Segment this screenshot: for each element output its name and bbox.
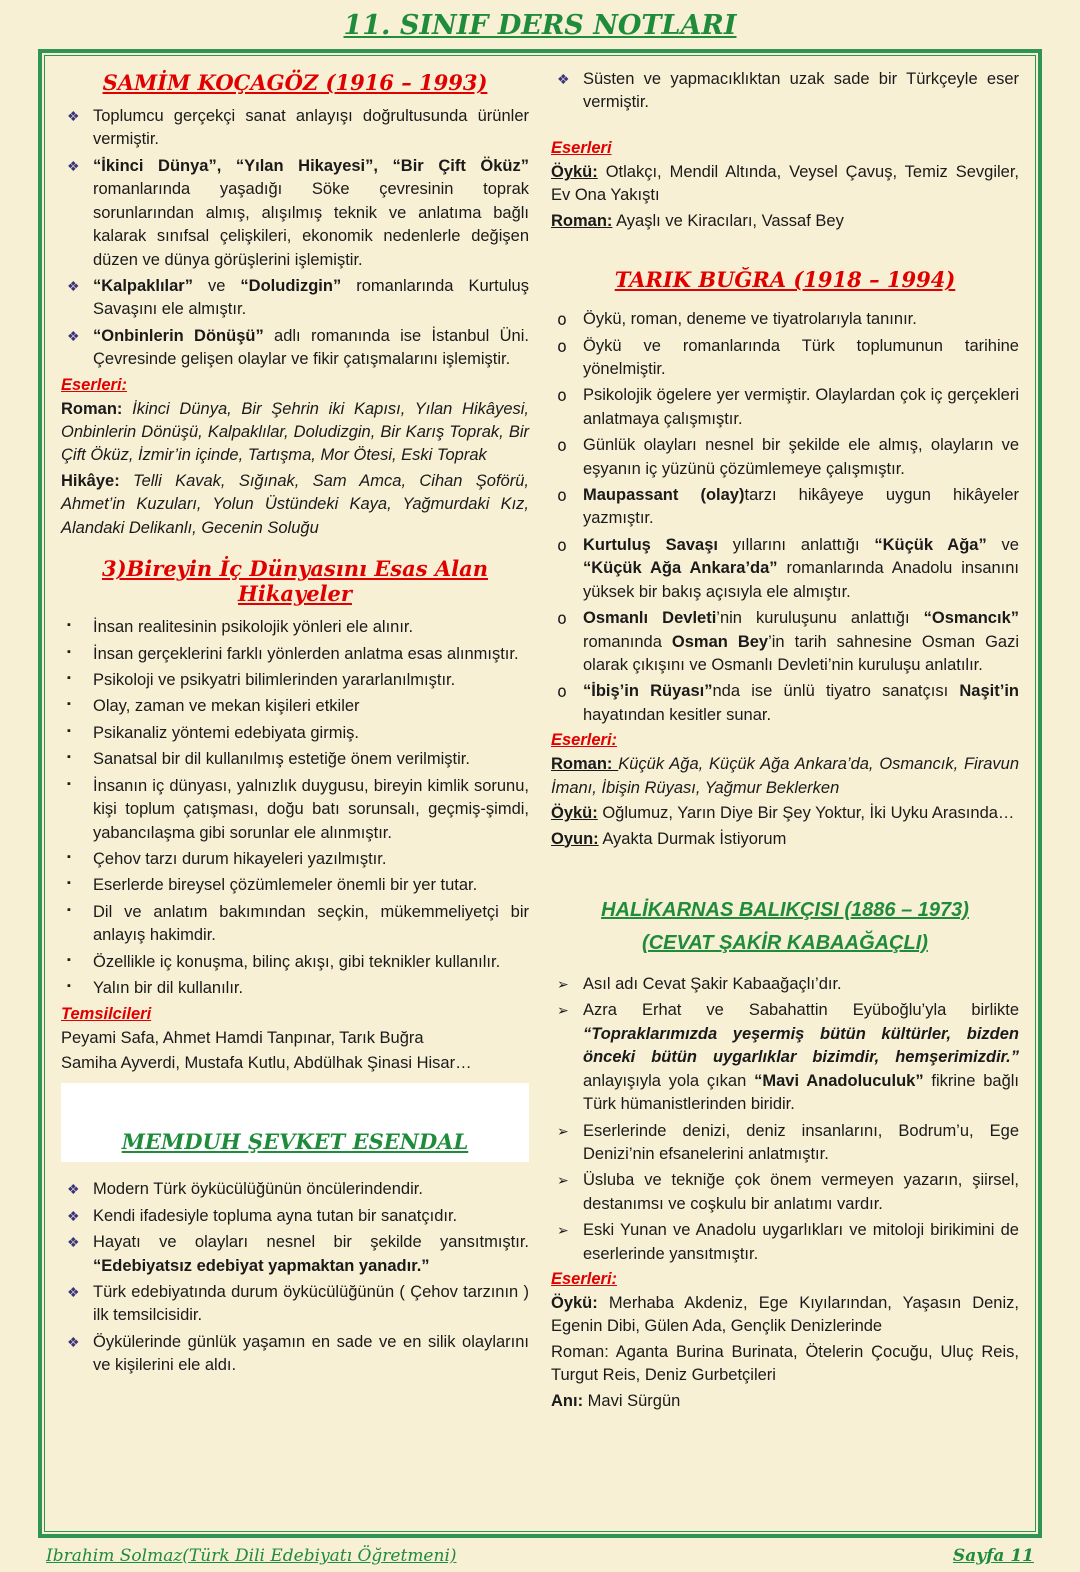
list-item-text: Günlük olayları nesnel bir şekilde ele almış, olayların ve eşyanın iç yüzünü çözümlemeye çalışmıştır.	[583, 436, 1019, 478]
arrow-bullet-icon: ➢	[557, 1222, 569, 1239]
list-item	[61, 155, 529, 272]
spacer	[551, 853, 1019, 897]
list-item-text: Sanatsal bir dil kullanılmış estetiğe önem verilmiştir.	[93, 750, 470, 769]
list-item-text: Öykülerinde günlük yaşamın en sade ve en silik olaylarını ve kişilerini ele aldı.	[93, 1332, 529, 1375]
text-segment: fikrine bağlı Türk hümanistlerinden biridir.	[583, 1071, 1019, 1114]
o-bullet-icon: o	[557, 386, 567, 406]
text-segment: Hikâye:	[61, 471, 134, 490]
list-item	[61, 848, 529, 871]
page-title: 11. SINIF DERS NOTLARI	[343, 10, 737, 41]
section-label: Temsilcileri	[61, 1004, 152, 1023]
o-bullet-icon: o	[557, 310, 567, 330]
list-item-text: Türk edebiyatında durum öykücülüğünün ( Çehov tarzının ) ilk temsilcisidir.	[93, 1283, 529, 1325]
paragraph	[551, 1292, 1019, 1339]
text-segment: Azra Erhat ve Sabahattin Eyüboğlu’yla birlikte	[583, 1001, 1019, 1020]
list-item-text: Dil ve anlatım bakımından seçkin, mükemmeliyetçi bir anlayış hakimdir.	[93, 902, 529, 945]
text-segment: yıllarını anlattığı	[717, 535, 875, 554]
text-segment: “Edebiyatsız edebiyat yapmaktan yanadır.”	[93, 1256, 430, 1275]
list-item-text: İnsan realitesinin psikolojik yönleri ele alınır.	[93, 618, 414, 637]
o-bullet-icon: o	[557, 336, 567, 356]
text-segment: “Küçük Ağa”	[874, 535, 987, 554]
text-segment: Oğlumuz, Yarın Diye Bir Şey Yoktur, İki Uyku Arasında…	[597, 804, 1015, 823]
list-item-text: İnsan gerçeklerini farklı yönlerden anlatma esas alınmıştır.	[93, 644, 519, 663]
o-bullet-icon: o	[557, 436, 567, 456]
text-segment: “Topraklarımızda yeşermiş bütün kültürler, bizden önceki bütün uygarlıklar bizimdir, hemşerimizdir.”	[583, 1024, 1019, 1067]
text-segment: ’nin kuruluşunu anlattığı	[716, 609, 924, 628]
text-segment: “İkinci Dünya”, “Yılan Hikayesi”, “Bir Çift Öküz”	[93, 156, 529, 175]
page-border-frame	[38, 49, 1042, 1538]
paragraph	[551, 802, 1019, 825]
list-item-text	[583, 999, 1019, 1116]
paragraph	[551, 161, 1019, 208]
paragraph	[551, 753, 1019, 800]
list-item	[551, 1169, 1019, 1216]
text-segment: Osman Bey	[671, 632, 769, 651]
text-segment: Roman: Aganta Burina Burinata, Ötelerin Çocuğu, Uluç Reis, Turgut Reis, Deniz Gurbetçileri	[551, 1342, 1019, 1385]
diamond-bullet-icon: ❖	[67, 277, 80, 294]
text-segment: Peyami Safa, Ahmet Hamdi Tanpınar, Tarık Buğra	[61, 1028, 424, 1047]
list-item	[551, 973, 1019, 996]
white-box	[61, 1083, 529, 1162]
list-item-text: Yalın bir dil kullanılır.	[93, 979, 244, 998]
square-bullet-icon: ▪	[67, 877, 71, 890]
square-bullet-icon: ▪	[67, 903, 71, 916]
list-item-text: Psikolojik ögelere yer vermiştir. Olaylardan çok iç gerçekleri anlatmaya çalışmıştır.	[583, 386, 1019, 428]
text-segment: Maupassant (olay)	[583, 486, 745, 505]
text-segment: ve	[192, 276, 241, 295]
spacer	[551, 235, 1019, 265]
text-segment: nda ise ünlü tiyatro sanatçısı	[712, 682, 960, 701]
section-label: Eserleri:	[551, 731, 618, 750]
text-segment: “Onbinlerin Dönüşü”	[93, 326, 264, 345]
list-item-text	[93, 1231, 529, 1278]
diamond-bullet-icon: ❖	[67, 108, 80, 124]
text-segment: Ayakta Durmak İstiyorum	[598, 829, 787, 848]
text-segment: romanlarında Anadolu insanını yüksek bir bakış açısıyla ele almıştır.	[583, 559, 1020, 601]
list-item	[61, 874, 529, 897]
square-bullet-icon: ▪	[67, 645, 71, 658]
text-segment: Öykü:	[551, 804, 598, 823]
text-segment: Roman:	[61, 399, 133, 418]
text-segment: Mavi Sürgün	[587, 1391, 681, 1410]
page-footer	[38, 1538, 1042, 1566]
text-segment: anlayışıyla yola çıkan	[583, 1071, 755, 1090]
text-segment: Roman:	[551, 755, 619, 774]
list-item	[551, 335, 1019, 382]
text-segment: hayatından kesitler sunar.	[583, 705, 772, 724]
list-item	[61, 643, 529, 666]
section-label: Eserleri:	[551, 1270, 618, 1289]
diamond-bullet-icon: ❖	[67, 157, 80, 174]
list-item-text	[583, 607, 1019, 677]
list-item	[551, 607, 1019, 677]
bullet-list	[551, 308, 1019, 727]
square-bullet-icon: ▪	[67, 777, 71, 790]
square-bullet-icon: ▪	[67, 751, 71, 764]
list-item	[551, 534, 1019, 604]
text-segment: adlı romanında ise İstanbul Üni. Çevresinde gelişen olaylar ve fikir çatışmalarını işlemiştir.	[93, 326, 529, 369]
text-segment: Anı:	[551, 1391, 588, 1410]
square-bullet-icon: ▪	[67, 953, 71, 966]
list-item-text	[583, 484, 1019, 531]
left-column	[61, 68, 529, 1519]
square-bullet-icon: ▪	[67, 619, 71, 632]
section-heading: (CEVAT ŞAKİR KABAAĞAÇLI)	[642, 931, 928, 954]
page-border-inner	[44, 55, 1036, 1532]
spacer	[61, 1162, 529, 1178]
list-item	[61, 977, 529, 1000]
diamond-bullet-icon: ❖	[557, 71, 570, 87]
diamond-bullet-icon: ❖	[67, 1181, 80, 1198]
list-item	[61, 1331, 529, 1378]
list-item-text: Modern Türk öykücülüğünün öncülerindendir.	[93, 1180, 423, 1199]
list-item	[61, 722, 529, 745]
list-item	[551, 1219, 1019, 1266]
list-item	[61, 775, 529, 845]
spacer	[61, 542, 529, 554]
section-heading: 3)Bireyin İç Dünyasını Esas Alan Hikayeler	[101, 556, 488, 607]
text-segment: Küçük Ağa, Küçük Ağa Ankara’da, Osmancık, Firavun İmanı, İbişin Rüyası, Yağmur Beklerken	[551, 755, 1019, 797]
list-item-text: İnsanın iç dünyası, yalnızlık duygusu, bireyin kimlik sorunu, kişi toplum çatışması, doğu batı sorunsalı, geçmiş-şimdi, yabancılaşma gibi sorunlar ele alınmıştır.	[93, 776, 529, 842]
paragraph	[61, 470, 529, 540]
arrow-bullet-icon: ➢	[557, 1122, 569, 1139]
list-item-text	[583, 680, 1019, 727]
list-item-text	[93, 325, 529, 372]
list-item-text: Asıl adı Cevat Şakir Kabaağaçlı’dır.	[583, 974, 842, 993]
square-bullet-icon: ▪	[67, 724, 71, 737]
list-item-text: Psikoloji ve psikyatri bilimlerinden yararlanılmıştır.	[93, 671, 456, 690]
list-item	[551, 1120, 1019, 1167]
list-item	[61, 1205, 529, 1228]
text-segment: Otlakçı, Mendil Altında, Veysel Çavuş, Temiz Sevgiler, Ev Ona Yakıştı	[551, 162, 1019, 205]
footer-author: Ibrahim Solmaz(Türk Dili Edebiyatı Öğretmeni)	[46, 1546, 457, 1566]
square-bullet-icon: ▪	[67, 672, 71, 685]
text-segment: Naşit’in	[959, 682, 1019, 701]
section-label: Eserleri:	[61, 375, 128, 394]
text-segment: Ayaşlı ve Kiracıları, Vassaf Bey	[612, 211, 844, 230]
square-bullet-icon: ▪	[67, 850, 71, 863]
section-heading: SAMİM KOÇAGÖZ (1916 – 1993)	[102, 70, 488, 95]
list-item	[61, 695, 529, 718]
text-segment: Hayatı ve olayları nesnel bir şekilde yansıtmıştır.	[93, 1233, 529, 1252]
list-item	[551, 434, 1019, 481]
text-segment: “Kalpaklılar”	[93, 276, 193, 295]
text-segment: Roman:	[551, 211, 613, 230]
list-item	[61, 1281, 529, 1328]
diamond-bullet-icon: ❖	[67, 327, 80, 344]
text-segment: “Küçük Ağa Ankara’da”	[583, 559, 778, 578]
o-bullet-icon: o	[557, 682, 567, 702]
list-item-text: Kendi ifadesiyle topluma ayna tutan bir sanatçıdır.	[93, 1206, 458, 1225]
text-segment: romanında	[583, 632, 672, 651]
list-item	[61, 616, 529, 639]
paragraph	[61, 1027, 529, 1050]
text-segment: romanlarında Kurtuluş Savaşını ele almıştır.	[93, 276, 529, 319]
paragraph	[551, 1390, 1019, 1413]
o-bullet-icon: o	[557, 609, 567, 629]
diamond-bullet-icon: ❖	[67, 1207, 80, 1224]
paragraph	[551, 210, 1019, 233]
text-segment: tarzı hikâyeye uygun hikâyeler yazmıştır.	[583, 486, 1020, 528]
list-item-text: Üsluba ve tekniğe çok önem vermeyen yazarın, şiirsel, destanımsı ve coşkulu bir anlatımı vardır.	[583, 1171, 1019, 1213]
text-segment: İkinci Dünya, Bir Şehrin iki Kapısı, Yılan Hikâyesi, Onbinlerin Dönüşü, Kalpaklılar, Doludizgin, Bir Karış Toprak, Bir Çift Öküz, İzmir’in içinde, Tartışma, Mor Ötesi, Eski Toprak	[61, 399, 529, 465]
list-item-text: Süsten ve yapmacıklıktan uzak sade bir Türkçeyle eser vermiştir.	[583, 70, 1019, 112]
diamond-bullet-icon: ❖	[67, 1234, 80, 1251]
square-bullet-icon: ▪	[67, 980, 71, 993]
list-item	[61, 1178, 529, 1201]
list-item-text: Özellikle iç konuşma, bilinç akışı, gibi teknikler kullanılır.	[93, 952, 501, 971]
list-item	[61, 951, 529, 974]
text-segment: Öykü:	[551, 162, 598, 181]
list-item-text	[93, 155, 529, 272]
text-segment: “Osmancık”	[923, 609, 1019, 628]
text-segment: “Mavi Anadoluculuk”	[754, 1071, 924, 1090]
text-segment: ve	[986, 535, 1019, 554]
text-segment: Osmanlı Devleti	[583, 609, 717, 628]
section-label: Eserleri	[551, 138, 612, 157]
footer-page-number: Sayfa 11	[952, 1546, 1034, 1566]
list-item-text: Eski Yunan ve Anadolu uygarlıkları ve mitoloji birikimini de eserlerinde yansıtmıştır.	[583, 1221, 1019, 1263]
list-item-text: Öykü, roman, deneme ve tiyatrolarıyla tanınır.	[583, 310, 917, 329]
list-item-text	[93, 275, 529, 322]
list-item	[61, 1231, 529, 1278]
list-item-text: Eserlerde bireysel çözümlemeler önemli bir yer tutar.	[93, 876, 478, 895]
list-item	[551, 68, 1019, 115]
two-column-content	[61, 68, 1019, 1519]
list-item	[551, 384, 1019, 431]
list-item-text: Psikanaliz yöntemi edebiyata girmiş.	[93, 723, 359, 742]
list-item-text: Olay, zaman ve mekan kişileri etkiler	[93, 697, 360, 716]
list-item	[551, 308, 1019, 331]
list-item-text: Çehov tarzı durum hikayeleri yazılmıştır.	[93, 849, 387, 868]
o-bullet-icon: o	[557, 535, 567, 555]
list-item-text: Öykü ve romanlarında Türk toplumunun tarihine yönelmiştir.	[583, 336, 1019, 378]
diamond-bullet-icon: ❖	[67, 1333, 80, 1350]
list-item	[551, 680, 1019, 727]
list-item	[61, 901, 529, 948]
text-segment: ’in tarih sahnesine Osman Gazi olarak çıkışını ve Osmanlı Devleti’nin kuruluşu anlatılır.	[583, 632, 1020, 675]
paragraph	[61, 398, 529, 468]
text-segment: Kurtuluş Savaşı	[583, 535, 718, 554]
arrow-bullet-icon: ➢	[557, 1172, 569, 1189]
list-item	[61, 325, 529, 372]
text-segment: Telli Kavak, Sığınak, Sam Amca, Cihan Şoförü, Ahmet’in Kuzuları, Yolun Üstündeki Kaya, Yağmurdaki Kız, Alandaki Delikanlı, Gecenin Soluğu	[61, 471, 529, 537]
list-item	[61, 748, 529, 771]
section-heading: TARIK BUĞRA (1918 – 1994)	[614, 267, 956, 293]
square-bullet-icon: ▪	[67, 698, 71, 711]
right-column	[551, 68, 1019, 1519]
paragraph	[551, 828, 1019, 851]
list-item	[61, 669, 529, 692]
list-item-text	[583, 534, 1019, 604]
bullet-list	[551, 973, 1019, 1266]
arrow-bullet-icon: ➢	[557, 975, 569, 992]
paragraph	[551, 1341, 1019, 1388]
text-segment: Merhaba Akdeniz, Ege Kıyılarından, Yaşasın Deniz, Egenin Dibi, Gülen Ada, Gençlik Denizlerinde	[551, 1294, 1019, 1336]
text-segment: “İbiş’in Rüyası”	[583, 682, 713, 701]
section-heading: HALİKARNAS BALIKÇISI (1886 – 1973)	[601, 898, 969, 921]
bullet-list	[551, 68, 1019, 115]
section-heading: MEMDUH ŞEVKET ESENDAL	[121, 1129, 469, 1155]
text-segment: Öykü:	[551, 1294, 609, 1313]
list-item-text: Eserlerinde denizi, deniz insanlarını, Bodrum’u, Ege Denizi’nin efsanelerini anlatmıştır.	[583, 1121, 1019, 1163]
arrow-bullet-icon: ➢	[557, 1002, 569, 1019]
list-item	[61, 105, 529, 152]
text-segment: romanlarında yaşadığı Söke çevresinin toprak sorunlarından almış, alışılmış teknik ve anlatıma bağlı kalarak sınıfsal çelişkileri, ekonomik nedenlerle değişen düzen ve dünya görüşlerini işlemiştir.	[93, 180, 529, 269]
list-item	[551, 999, 1019, 1116]
spacer	[551, 965, 1019, 973]
text-segment: “Doludizgin”	[240, 276, 342, 295]
spacer	[551, 119, 1019, 135]
list-item-text: Toplumcu gerçekçi sanat anlayışı doğrultusunda ürünler vermiştir.	[93, 107, 529, 149]
text-segment: Oyun:	[551, 829, 599, 848]
list-item	[61, 275, 529, 322]
bullet-list	[61, 1178, 529, 1377]
text-segment: Samiha Ayverdi, Mustafa Kutlu, Abdülhak Şinasi Hisar…	[61, 1053, 472, 1072]
diamond-bullet-icon: ❖	[67, 1284, 80, 1301]
bullet-list	[61, 616, 529, 1000]
list-item	[551, 484, 1019, 531]
o-bullet-icon: o	[557, 486, 567, 506]
bullet-list	[61, 105, 529, 372]
paragraph	[61, 1052, 529, 1075]
